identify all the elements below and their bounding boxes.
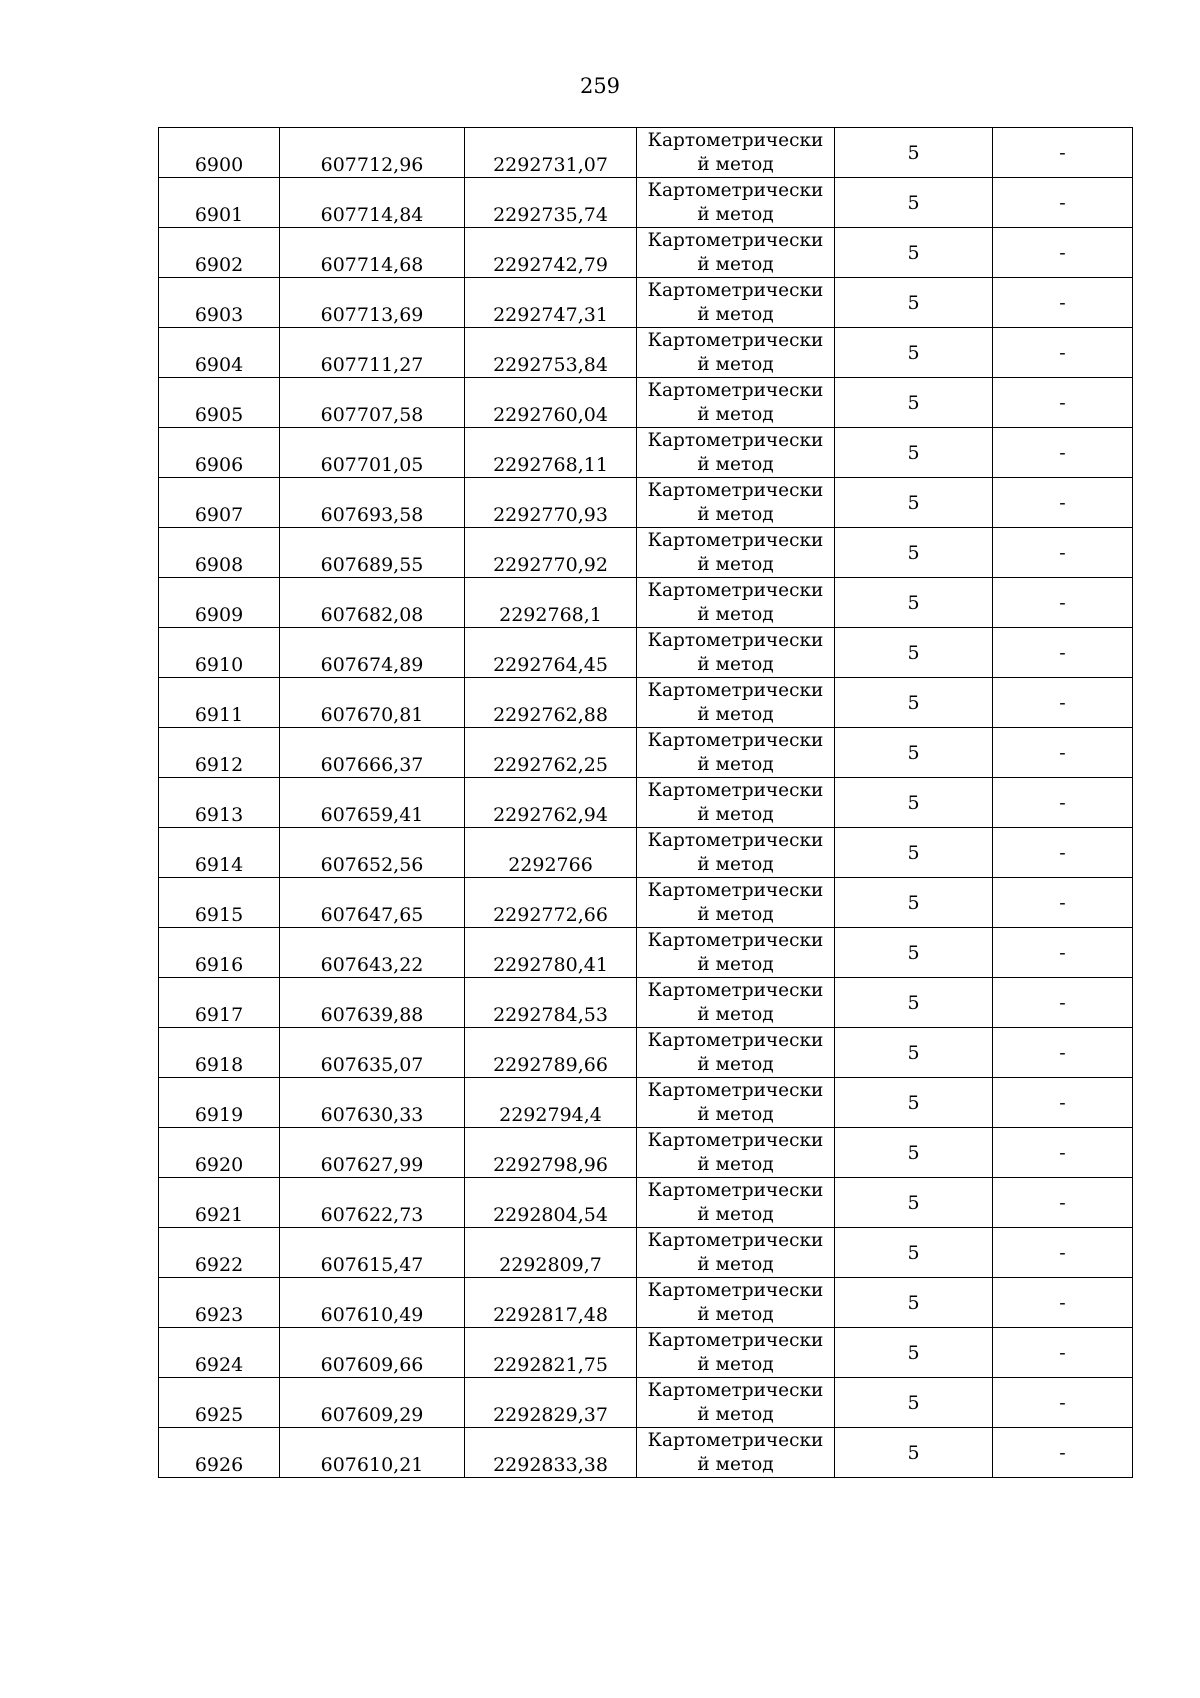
point-number-cell: 6918 xyxy=(159,1028,280,1078)
method-text-line2: й метод xyxy=(697,503,774,525)
point-number-cell: 6909 xyxy=(159,578,280,628)
coordinates-table-body xyxy=(159,128,1133,1478)
method-text-line2: й метод xyxy=(697,753,774,775)
accuracy-cell: 5 xyxy=(835,678,993,728)
note-cell: - xyxy=(993,928,1133,978)
method-cell xyxy=(637,1078,835,1128)
table-row xyxy=(159,178,1133,228)
point-number-cell: 6900 xyxy=(159,128,280,178)
point-number-cell: 6907 xyxy=(159,478,280,528)
table-row xyxy=(159,1128,1133,1178)
table-row xyxy=(159,1178,1133,1228)
x-coordinate-cell: 607610,21 xyxy=(280,1428,465,1478)
accuracy-cell: 5 xyxy=(835,278,993,328)
y-coordinate-cell: 2292768,1 xyxy=(465,578,637,628)
method-text-line1: Картометрически xyxy=(647,229,824,251)
accuracy-cell: 5 xyxy=(835,728,993,778)
point-number-cell: 6923 xyxy=(159,1278,280,1328)
x-coordinate-cell: 607635,07 xyxy=(280,1028,465,1078)
accuracy-cell: 5 xyxy=(835,978,993,1028)
point-number-cell: 6905 xyxy=(159,378,280,428)
x-coordinate-cell: 607670,81 xyxy=(280,678,465,728)
method-text-line1: Картометрически xyxy=(647,529,824,551)
method-cell xyxy=(637,678,835,728)
method-text-line1: Картометрически xyxy=(647,1129,824,1151)
method-text-line1: Картометрически xyxy=(647,1029,824,1051)
y-coordinate-cell: 2292789,66 xyxy=(465,1028,637,1078)
y-coordinate-cell: 2292817,48 xyxy=(465,1278,637,1328)
method-text-line1: Картометрически xyxy=(647,479,824,501)
method-text-line2: й метод xyxy=(697,353,774,375)
table-row xyxy=(159,1278,1133,1328)
accuracy-cell: 5 xyxy=(835,1428,993,1478)
y-coordinate-cell: 2292753,84 xyxy=(465,328,637,378)
x-coordinate-cell: 607712,96 xyxy=(280,128,465,178)
method-cell xyxy=(637,328,835,378)
note-cell: - xyxy=(993,1328,1133,1378)
method-cell xyxy=(637,1028,835,1078)
table-row xyxy=(159,378,1133,428)
table-row xyxy=(159,978,1133,1028)
table-row xyxy=(159,228,1133,278)
method-cell xyxy=(637,128,835,178)
method-cell xyxy=(637,528,835,578)
note-cell: - xyxy=(993,978,1133,1028)
method-text-line1: Картометрически xyxy=(647,429,824,451)
accuracy-cell: 5 xyxy=(835,1078,993,1128)
method-text-line2: й метод xyxy=(697,253,774,275)
point-number-cell: 6904 xyxy=(159,328,280,378)
method-text-line2: й метод xyxy=(697,203,774,225)
accuracy-cell: 5 xyxy=(835,928,993,978)
table-row xyxy=(159,528,1133,578)
accuracy-cell: 5 xyxy=(835,1228,993,1278)
method-text-line2: й метод xyxy=(697,1053,774,1075)
table-row xyxy=(159,778,1133,828)
method-cell xyxy=(637,1278,835,1328)
method-text-line1: Картометрически xyxy=(647,679,824,701)
method-text-line2: й метод xyxy=(697,303,774,325)
x-coordinate-cell: 607666,37 xyxy=(280,728,465,778)
point-number-cell: 6903 xyxy=(159,278,280,328)
method-cell xyxy=(637,1178,835,1228)
x-coordinate-cell: 607713,69 xyxy=(280,278,465,328)
note-cell: - xyxy=(993,778,1133,828)
y-coordinate-cell: 2292768,11 xyxy=(465,428,637,478)
point-number-cell: 6906 xyxy=(159,428,280,478)
note-cell: - xyxy=(993,578,1133,628)
x-coordinate-cell: 607674,89 xyxy=(280,628,465,678)
method-cell xyxy=(637,628,835,678)
coordinates-table xyxy=(158,127,1133,1478)
x-coordinate-cell: 607609,29 xyxy=(280,1378,465,1428)
y-coordinate-cell: 2292798,96 xyxy=(465,1128,637,1178)
y-coordinate-cell: 2292833,38 xyxy=(465,1428,637,1478)
note-cell: - xyxy=(993,728,1133,778)
method-cell xyxy=(637,728,835,778)
note-cell: - xyxy=(993,478,1133,528)
point-number-cell: 6910 xyxy=(159,628,280,678)
accuracy-cell: 5 xyxy=(835,478,993,528)
method-cell xyxy=(637,1228,835,1278)
point-number-cell: 6917 xyxy=(159,978,280,1028)
x-coordinate-cell: 607627,99 xyxy=(280,1128,465,1178)
table-row xyxy=(159,478,1133,528)
x-coordinate-cell: 607630,33 xyxy=(280,1078,465,1128)
table-row xyxy=(159,1028,1133,1078)
x-coordinate-cell: 607615,47 xyxy=(280,1228,465,1278)
method-text-line2: й метод xyxy=(697,1003,774,1025)
table-row xyxy=(159,278,1133,328)
table-row xyxy=(159,628,1133,678)
x-coordinate-cell: 607622,73 xyxy=(280,1178,465,1228)
method-cell xyxy=(637,778,835,828)
y-coordinate-cell: 2292780,41 xyxy=(465,928,637,978)
point-number-cell: 6926 xyxy=(159,1428,280,1478)
y-coordinate-cell: 2292829,37 xyxy=(465,1378,637,1428)
note-cell: - xyxy=(993,1128,1133,1178)
table-row xyxy=(159,728,1133,778)
accuracy-cell: 5 xyxy=(835,628,993,678)
table-row xyxy=(159,828,1133,878)
method-cell xyxy=(637,428,835,478)
x-coordinate-cell: 607711,27 xyxy=(280,328,465,378)
y-coordinate-cell: 2292794,4 xyxy=(465,1078,637,1128)
method-text-line2: й метод xyxy=(697,603,774,625)
y-coordinate-cell: 2292731,07 xyxy=(465,128,637,178)
method-text-line2: й метод xyxy=(697,803,774,825)
method-text-line1: Картометрически xyxy=(647,979,824,1001)
y-coordinate-cell: 2292821,75 xyxy=(465,1328,637,1378)
method-text-line1: Картометрически xyxy=(647,279,824,301)
point-number-cell: 6908 xyxy=(159,528,280,578)
method-text-line2: й метод xyxy=(697,1253,774,1275)
point-number-cell: 6925 xyxy=(159,1378,280,1428)
note-cell: - xyxy=(993,528,1133,578)
table-row xyxy=(159,1328,1133,1378)
method-text-line1: Картометрически xyxy=(647,829,824,851)
point-number-cell: 6924 xyxy=(159,1328,280,1378)
y-coordinate-cell: 2292770,92 xyxy=(465,528,637,578)
method-text-line2: й метод xyxy=(697,1153,774,1175)
method-text-line2: й метод xyxy=(697,903,774,925)
method-text-line1: Картометрически xyxy=(647,329,824,351)
point-number-cell: 6901 xyxy=(159,178,280,228)
x-coordinate-cell: 607659,41 xyxy=(280,778,465,828)
y-coordinate-cell: 2292764,45 xyxy=(465,628,637,678)
note-cell: - xyxy=(993,678,1133,728)
table-row xyxy=(159,1078,1133,1128)
table-row xyxy=(159,678,1133,728)
y-coordinate-cell: 2292766 xyxy=(465,828,637,878)
method-text-line1: Картометрически xyxy=(647,629,824,651)
method-text-line1: Картометрически xyxy=(647,379,824,401)
accuracy-cell: 5 xyxy=(835,178,993,228)
y-coordinate-cell: 2292760,04 xyxy=(465,378,637,428)
point-number-cell: 6922 xyxy=(159,1228,280,1278)
y-coordinate-cell: 2292747,31 xyxy=(465,278,637,328)
y-coordinate-cell: 2292809,7 xyxy=(465,1228,637,1278)
x-coordinate-cell: 607609,66 xyxy=(280,1328,465,1378)
point-number-cell: 6916 xyxy=(159,928,280,978)
method-cell xyxy=(637,478,835,528)
accuracy-cell: 5 xyxy=(835,428,993,478)
method-cell xyxy=(637,928,835,978)
x-coordinate-cell: 607639,88 xyxy=(280,978,465,1028)
method-cell xyxy=(637,1428,835,1478)
point-number-cell: 6913 xyxy=(159,778,280,828)
x-coordinate-cell: 607647,65 xyxy=(280,878,465,928)
table-row xyxy=(159,878,1133,928)
note-cell: - xyxy=(993,1228,1133,1278)
accuracy-cell: 5 xyxy=(835,1378,993,1428)
point-number-cell: 6902 xyxy=(159,228,280,278)
point-number-cell: 6919 xyxy=(159,1078,280,1128)
point-number-cell: 6912 xyxy=(159,728,280,778)
method-cell xyxy=(637,378,835,428)
method-text-line2: й метод xyxy=(697,153,774,175)
accuracy-cell: 5 xyxy=(835,128,993,178)
x-coordinate-cell: 607707,58 xyxy=(280,378,465,428)
y-coordinate-cell: 2292742,79 xyxy=(465,228,637,278)
note-cell: - xyxy=(993,828,1133,878)
method-text-line1: Картометрически xyxy=(647,729,824,751)
x-coordinate-cell: 607643,22 xyxy=(280,928,465,978)
y-coordinate-cell: 2292762,94 xyxy=(465,778,637,828)
note-cell: - xyxy=(993,1278,1133,1328)
table-row xyxy=(159,1428,1133,1478)
note-cell: - xyxy=(993,378,1133,428)
method-text-line2: й метод xyxy=(697,953,774,975)
method-cell xyxy=(637,178,835,228)
y-coordinate-cell: 2292735,74 xyxy=(465,178,637,228)
table-row xyxy=(159,928,1133,978)
method-text-line2: й метод xyxy=(697,1103,774,1125)
note-cell: - xyxy=(993,178,1133,228)
x-coordinate-cell: 607714,84 xyxy=(280,178,465,228)
accuracy-cell: 5 xyxy=(835,578,993,628)
method-text-line2: й метод xyxy=(697,703,774,725)
table-row xyxy=(159,428,1133,478)
y-coordinate-cell: 2292784,53 xyxy=(465,978,637,1028)
method-cell xyxy=(637,578,835,628)
table-row xyxy=(159,1378,1133,1428)
accuracy-cell: 5 xyxy=(835,1178,993,1228)
method-text-line1: Картометрически xyxy=(647,1229,824,1251)
page-number: 259 xyxy=(579,74,621,98)
x-coordinate-cell: 607701,05 xyxy=(280,428,465,478)
method-cell xyxy=(637,828,835,878)
method-cell xyxy=(637,978,835,1028)
x-coordinate-cell: 607689,55 xyxy=(280,528,465,578)
method-text-line1: Картометрически xyxy=(647,779,824,801)
x-coordinate-cell: 607682,08 xyxy=(280,578,465,628)
method-cell xyxy=(637,1128,835,1178)
point-number-cell: 6915 xyxy=(159,878,280,928)
accuracy-cell: 5 xyxy=(835,1278,993,1328)
method-cell xyxy=(637,1328,835,1378)
y-coordinate-cell: 2292762,25 xyxy=(465,728,637,778)
point-number-cell: 6921 xyxy=(159,1178,280,1228)
method-cell xyxy=(637,1378,835,1428)
accuracy-cell: 5 xyxy=(835,528,993,578)
note-cell: - xyxy=(993,628,1133,678)
x-coordinate-cell: 607652,56 xyxy=(280,828,465,878)
method-text-line1: Картометрически xyxy=(647,1279,824,1301)
method-text-line2: й метод xyxy=(697,403,774,425)
table-row xyxy=(159,1228,1133,1278)
table-row xyxy=(159,578,1133,628)
method-text-line1: Картометрически xyxy=(647,1429,824,1451)
method-text-line1: Картометрически xyxy=(647,879,824,901)
note-cell: - xyxy=(993,1078,1133,1128)
method-text-line2: й метод xyxy=(697,853,774,875)
y-coordinate-cell: 2292804,54 xyxy=(465,1178,637,1228)
point-number-cell: 6911 xyxy=(159,678,280,728)
y-coordinate-cell: 2292772,66 xyxy=(465,878,637,928)
method-cell xyxy=(637,278,835,328)
x-coordinate-cell: 607693,58 xyxy=(280,478,465,528)
method-cell xyxy=(637,878,835,928)
note-cell: - xyxy=(993,228,1133,278)
method-text-line1: Картометрически xyxy=(647,179,824,201)
method-text-line2: й метод xyxy=(697,1203,774,1225)
method-text-line1: Картометрически xyxy=(647,1329,824,1351)
method-text-line2: й метод xyxy=(697,453,774,475)
method-cell xyxy=(637,228,835,278)
method-text-line2: й метод xyxy=(697,1453,774,1475)
accuracy-cell: 5 xyxy=(835,878,993,928)
accuracy-cell: 5 xyxy=(835,228,993,278)
method-text-line1: Картометрически xyxy=(647,929,824,951)
method-text-line2: й метод xyxy=(697,553,774,575)
note-cell: - xyxy=(993,1378,1133,1428)
accuracy-cell: 5 xyxy=(835,828,993,878)
note-cell: - xyxy=(993,328,1133,378)
method-text-line1: Картометрически xyxy=(647,1079,824,1101)
method-text-line1: Картометрически xyxy=(647,1379,824,1401)
method-text-line2: й метод xyxy=(697,1353,774,1375)
y-coordinate-cell: 2292762,88 xyxy=(465,678,637,728)
method-text-line1: Картометрически xyxy=(647,579,824,601)
x-coordinate-cell: 607610,49 xyxy=(280,1278,465,1328)
table-row xyxy=(159,128,1133,178)
accuracy-cell: 5 xyxy=(835,1128,993,1178)
accuracy-cell: 5 xyxy=(835,328,993,378)
accuracy-cell: 5 xyxy=(835,378,993,428)
note-cell: - xyxy=(993,1178,1133,1228)
accuracy-cell: 5 xyxy=(835,778,993,828)
accuracy-cell: 5 xyxy=(835,1328,993,1378)
method-text-line2: й метод xyxy=(697,1403,774,1425)
method-text-line1: Картометрически xyxy=(647,129,824,151)
method-text-line2: й метод xyxy=(697,653,774,675)
accuracy-cell: 5 xyxy=(835,1028,993,1078)
note-cell: - xyxy=(993,428,1133,478)
note-cell: - xyxy=(993,1428,1133,1478)
point-number-cell: 6914 xyxy=(159,828,280,878)
note-cell: - xyxy=(993,128,1133,178)
note-cell: - xyxy=(993,278,1133,328)
x-coordinate-cell: 607714,68 xyxy=(280,228,465,278)
method-text-line1: Картометрически xyxy=(647,1179,824,1201)
table-row xyxy=(159,328,1133,378)
note-cell: - xyxy=(993,878,1133,928)
note-cell: - xyxy=(993,1028,1133,1078)
y-coordinate-cell: 2292770,93 xyxy=(465,478,637,528)
method-text-line2: й метод xyxy=(697,1303,774,1325)
point-number-cell: 6920 xyxy=(159,1128,280,1178)
